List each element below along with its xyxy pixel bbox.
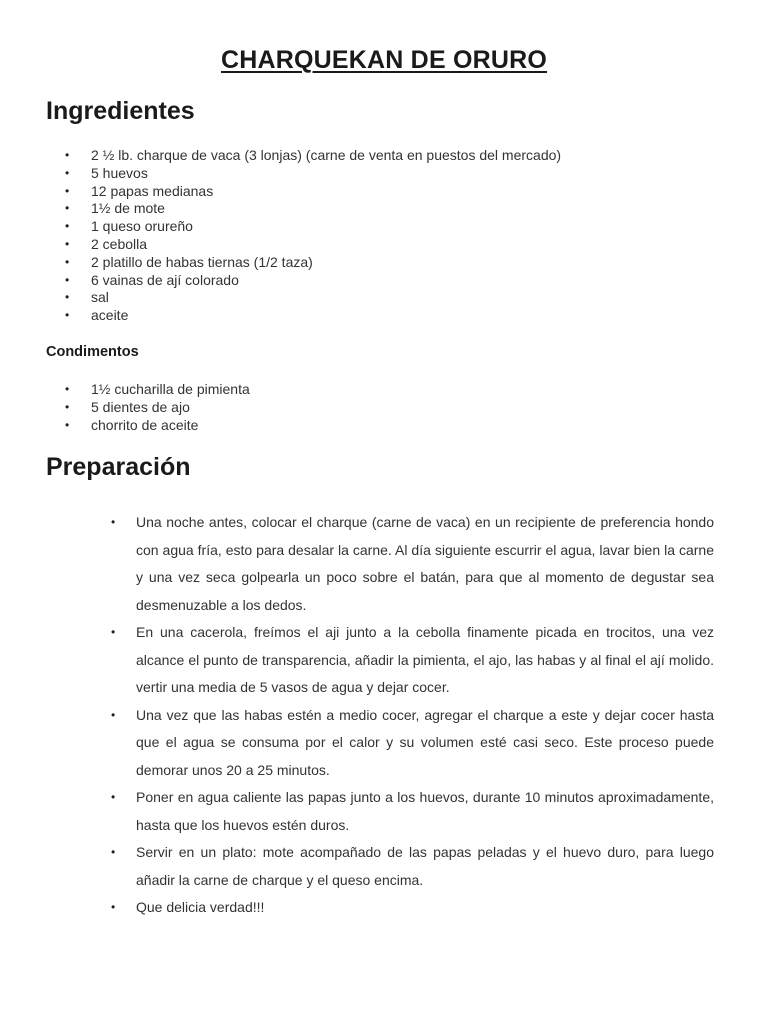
preparation-heading: Preparación (46, 453, 191, 481)
list-item: • 1 queso orureño (0, 218, 700, 236)
list-item: • 5 dientes de ajo (0, 399, 700, 417)
list-item: • sal (0, 289, 700, 307)
preparation-step: • En una cacerola, freímos el aji junto a la cebolla finamente picada en trocitos, una vez alcance el punto de transparencia, añadir la pimienta, el ajo, las habas y al final el ají molido. vertir una media de 5 vasos de agua y dejar cocer. (136, 619, 714, 702)
list-item: • 2 platillo de habas tiernas (1/2 taza) (0, 254, 700, 272)
list-item: • 12 papas medianas (0, 183, 700, 201)
condiments-list (0, 381, 700, 434)
list-item: • aceite (0, 307, 700, 325)
ingredients-list (0, 147, 700, 325)
preparation-step: • Una noche antes, colocar el charque (carne de vaca) en un recipiente de preferencia hondo con agua fría, esto para desalar la carne. Al día siguiente escurrir el agua, lavar bien la carne y una vez seca golpearla un poco sobre el batán, para que al momento de degustar sea desmenuzable a los dedos. (136, 509, 714, 619)
document-title: CHARQUEKAN DE ORURO (220, 46, 548, 74)
list-item: • 6 vainas de ají colorado (0, 272, 700, 290)
preparation-step: • Poner en agua caliente las papas junto a los huevos, durante 10 minutos aproximadamente, hasta que los huevos estén duros. (136, 784, 714, 839)
ingredients-heading: Ingredientes (46, 97, 195, 125)
list-item: • 5 huevos (0, 165, 700, 183)
list-item: • chorrito de aceite (0, 417, 700, 435)
condiments-heading: Condimentos (46, 344, 139, 360)
preparation-step: • Una vez que las habas estén a medio cocer, agregar el charque a este y dejar cocer hasta que el agua se consuma por el calor y su volumen esté casi seco. Este proceso puede demorar unos 20 a 25 minutos. (136, 702, 714, 785)
list-item: • 2 cebolla (0, 236, 700, 254)
preparation-step: • Que delicia verdad!!! (136, 894, 714, 922)
preparation-steps-list (0, 509, 768, 922)
preparation-step: • Servir en un plato: mote acompañado de las papas peladas y el huevo duro, para luego añadir la carne de charque y el queso encima. (136, 839, 714, 894)
list-item: • 2 ½ lb. charque de vaca (3 lonjas) (carne de venta en puestos del mercado) (0, 147, 700, 165)
list-item: • 1½ cucharilla de pimienta (0, 381, 700, 399)
list-item: • 1½ de mote (0, 200, 700, 218)
